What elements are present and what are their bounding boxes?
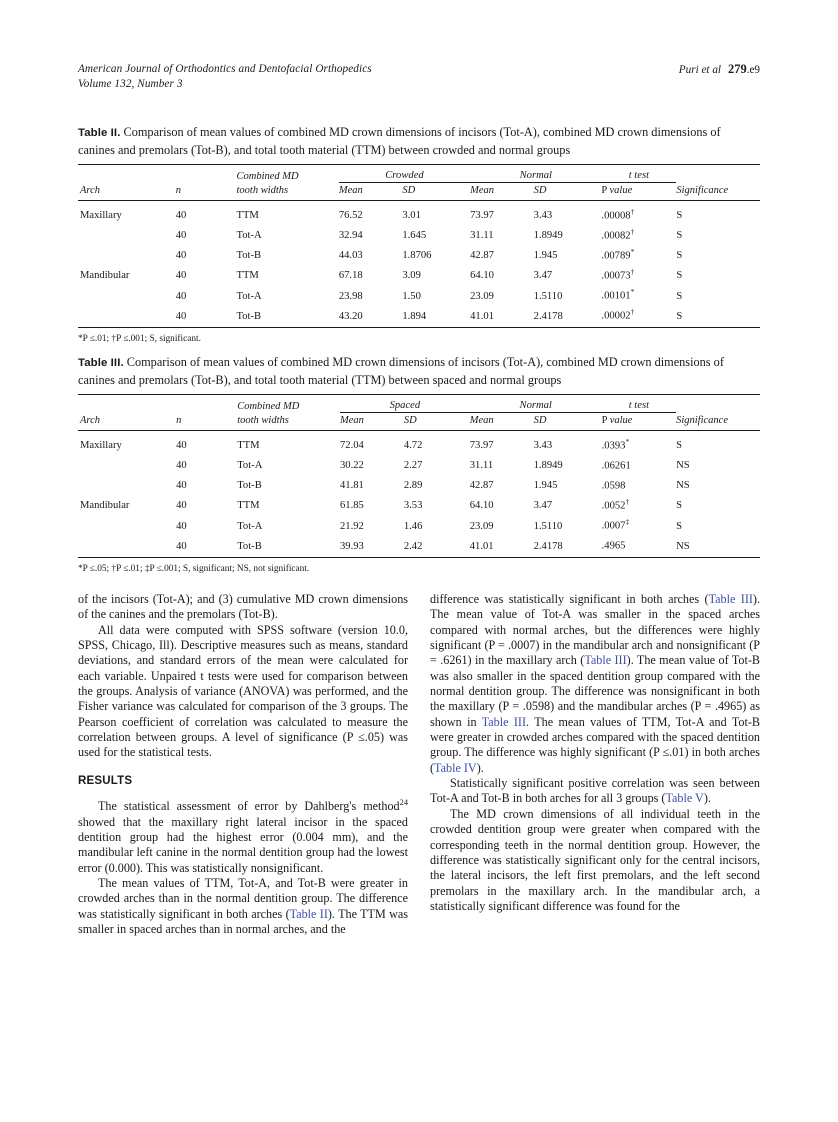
spacer-arch bbox=[78, 165, 176, 183]
authors-citation: Puri et al bbox=[678, 64, 722, 76]
cell-mean2: 42.87 bbox=[469, 480, 494, 492]
rpara-text-c: ). The mean value of Tot-B was also smaller in the spaced dentition group compared with the normal dentition group. The difference was nonsignificant in both the maxillary (P = .0598) and the mandibular arches (P = .4965) as shown in bbox=[430, 653, 761, 729]
cell-p bbox=[601, 304, 676, 328]
page-number-value: 279 bbox=[728, 62, 747, 76]
rpara-text-b: ). The mean value of Tot-A was smaller in the spaced arches compared with normal arches, but the differences were highly significant (P = .0007) in the mandibular arch and nonsignificant (P = .6261) in the maxillary arch ( bbox=[430, 592, 760, 668]
cell-sd1: 1.645 bbox=[402, 230, 427, 242]
table-row bbox=[78, 201, 760, 224]
cell-p-value: .4965 bbox=[601, 540, 626, 552]
cell-width: TTM bbox=[236, 270, 259, 282]
table-2 bbox=[78, 164, 760, 328]
para3-text-a: The statistical assessment of error by Dahlberg's method bbox=[98, 799, 400, 814]
th-p-value bbox=[601, 183, 676, 201]
link-table-4[interactable]: Table IV bbox=[434, 760, 477, 775]
cell-mean2: 64.10 bbox=[470, 270, 494, 282]
cell-sd1: 2.42 bbox=[404, 534, 470, 558]
page-number-suffix: .e9 bbox=[746, 64, 760, 76]
cell-p bbox=[601, 264, 676, 284]
table-2-group-header-row bbox=[78, 165, 760, 183]
table-3 bbox=[78, 394, 760, 558]
table-row bbox=[78, 534, 760, 558]
cell-mean2: 73.97 bbox=[470, 431, 534, 454]
th-tooth-widths: tooth widths bbox=[237, 413, 340, 431]
table-row bbox=[78, 244, 760, 264]
cell-p-value: .00073 bbox=[601, 270, 631, 282]
cell-mean1: 32.94 bbox=[338, 230, 363, 242]
page-number bbox=[728, 62, 760, 76]
table-row bbox=[78, 431, 760, 454]
spacer-significance bbox=[676, 395, 760, 413]
cell-sd1: 3.01 bbox=[402, 201, 470, 224]
rpara-text-a: difference was statistically significant in both arches ( bbox=[430, 592, 709, 606]
cell-p bbox=[602, 474, 676, 494]
cell-p-marker: * bbox=[630, 246, 635, 256]
spacer-n bbox=[176, 395, 237, 413]
running-head-journal bbox=[78, 62, 372, 92]
cell-width: Tot-B bbox=[237, 480, 262, 492]
cell-arch bbox=[78, 224, 176, 244]
journal-title: American Journal of Orthodontics and Dentofacial Orthopedics bbox=[78, 63, 372, 75]
cell-n: 40 bbox=[176, 431, 237, 454]
cell-p-marker: † bbox=[625, 496, 630, 506]
spacer-arch bbox=[78, 395, 176, 413]
table-2-group-crowded: Crowded bbox=[339, 165, 470, 183]
th-mean-normal: Mean bbox=[470, 183, 534, 201]
cell-sd2: 1.945 bbox=[533, 250, 558, 262]
table-row bbox=[78, 284, 760, 304]
cell-sd2: 3.43 bbox=[534, 201, 602, 224]
cell-p-value: .00101 bbox=[601, 290, 631, 302]
cell-sd1: 3.09 bbox=[402, 270, 421, 282]
cell-mean2: 23.09 bbox=[470, 290, 494, 302]
table-3-group-ttest: t test bbox=[602, 395, 676, 413]
cell-sd2: 3.43 bbox=[534, 431, 602, 454]
cell-mean1: 30.22 bbox=[340, 460, 364, 472]
cell-arch: Maxillary bbox=[78, 431, 176, 454]
cell-sd1: 1.894 bbox=[402, 304, 470, 328]
cell-p bbox=[602, 454, 676, 474]
cell-p-value: .0052 bbox=[601, 500, 626, 512]
cell-sd1: 3.53 bbox=[403, 500, 423, 512]
link-table-3-second[interactable]: Table III bbox=[584, 653, 627, 668]
cell-sd1: 2.89 bbox=[403, 480, 423, 492]
running-head bbox=[78, 62, 760, 96]
cell-p-value: .00002 bbox=[601, 310, 631, 322]
cell-mean2: 73.97 bbox=[470, 201, 534, 224]
th-n: n bbox=[176, 183, 237, 201]
paragraph-crowded-means bbox=[78, 876, 408, 937]
cell-sd2: 2.4178 bbox=[534, 304, 602, 328]
combined-md-label-1: Combined MD bbox=[237, 400, 300, 412]
cell-n: 40 bbox=[176, 520, 187, 532]
cell-p-value: .0598 bbox=[601, 480, 626, 492]
combined-md-label-1: Combined MD bbox=[236, 170, 299, 182]
cell-mean1: 61.85 bbox=[340, 500, 364, 512]
cell-mean1: 76.52 bbox=[339, 201, 403, 224]
body-column-left bbox=[78, 592, 408, 937]
link-table-3-third[interactable]: Table III bbox=[481, 714, 527, 729]
cell-p-value: .00008 bbox=[601, 210, 631, 222]
cell-significance: S bbox=[676, 270, 683, 282]
cell-n: 40 bbox=[176, 460, 187, 472]
th-sd-crowded: SD bbox=[402, 183, 470, 201]
cell-mean1: 41.81 bbox=[340, 480, 364, 492]
cell-p bbox=[601, 224, 676, 244]
table-2-label: Table II. bbox=[78, 127, 121, 139]
para4-text-b: ). The TTM was smaller in spaced arches than in normal arches, and the bbox=[78, 906, 408, 936]
cell-mean2: 41.01 bbox=[470, 534, 534, 558]
th-p-letter: P bbox=[601, 185, 607, 196]
cell-sd1: 4.72 bbox=[404, 431, 470, 454]
cell-arch: Mandibular bbox=[80, 270, 130, 282]
table-3-group-header-row bbox=[78, 395, 760, 413]
th-mean-spaced: Mean bbox=[340, 413, 404, 431]
link-table-3-first[interactable]: Table III bbox=[708, 592, 753, 606]
th-sd-normal: SD bbox=[534, 183, 602, 201]
cell-arch: Mandibular bbox=[80, 500, 130, 512]
volume-issue: Volume 132, Number 3 bbox=[78, 78, 183, 90]
cell-mean2: 23.09 bbox=[469, 520, 494, 532]
cell-n: 40 bbox=[175, 230, 187, 242]
body-column-right bbox=[430, 592, 760, 914]
cell-sd2: 1.8949 bbox=[533, 230, 563, 242]
cell-p-marker: * bbox=[630, 287, 635, 296]
th-n: n bbox=[176, 413, 237, 431]
cell-significance: S bbox=[676, 431, 760, 454]
cell-p-marker: * bbox=[625, 436, 630, 446]
cell-significance: S bbox=[676, 500, 682, 512]
table-row bbox=[78, 454, 760, 474]
link-table-2[interactable]: Table II bbox=[289, 906, 328, 921]
table-3-body bbox=[78, 431, 760, 558]
cell-n: 40 bbox=[176, 304, 237, 328]
table-row bbox=[78, 264, 760, 284]
th-mean-crowded: Mean bbox=[339, 183, 403, 201]
cell-significance: NS bbox=[676, 460, 690, 472]
cell-arch bbox=[78, 454, 176, 474]
paragraph-spaced-comparison bbox=[430, 592, 760, 776]
combined-md-line1 bbox=[236, 165, 338, 183]
cell-p-marker: † bbox=[630, 226, 635, 236]
cell-n: 40 bbox=[176, 534, 237, 558]
table-2-caption bbox=[78, 124, 760, 158]
table-2-block bbox=[78, 124, 760, 346]
cell-width: TTM bbox=[236, 201, 338, 224]
cell-mean1: 72.04 bbox=[340, 431, 404, 454]
table-3-column-header-row bbox=[78, 413, 760, 431]
table-row bbox=[78, 224, 760, 244]
cell-width: Tot-B bbox=[236, 250, 262, 262]
cell-mean1: 43.20 bbox=[339, 304, 403, 328]
cell-arch bbox=[78, 534, 176, 558]
cell-sd2: 3.47 bbox=[533, 500, 553, 512]
cell-width: Tot-A bbox=[237, 520, 263, 532]
cell-p-marker: ‡ bbox=[625, 517, 630, 526]
cell-p-value: .0393 bbox=[601, 440, 626, 452]
table-2-column-header-row bbox=[78, 183, 760, 201]
cell-p bbox=[602, 494, 676, 514]
cell-arch bbox=[78, 284, 176, 304]
cell-p bbox=[602, 534, 676, 558]
th-sd-spaced: SD bbox=[404, 413, 470, 431]
cell-mean1: 23.98 bbox=[338, 290, 363, 302]
table-2-footnote: *P ≤.01; †P ≤.001; S, significant. bbox=[78, 334, 201, 345]
th-tooth-widths: tooth widths bbox=[236, 183, 338, 201]
cell-p-value: .0007 bbox=[601, 520, 626, 532]
cell-arch bbox=[78, 244, 176, 264]
cell-significance: S bbox=[676, 290, 683, 302]
cell-n: 40 bbox=[175, 290, 187, 302]
paragraph-correlation bbox=[430, 776, 760, 807]
cell-mean1: 44.03 bbox=[338, 250, 363, 262]
cell-p bbox=[602, 514, 676, 534]
rpara2-text-b: ). bbox=[703, 791, 711, 806]
cell-p bbox=[601, 244, 676, 264]
th-arch: Arch bbox=[78, 413, 176, 431]
cell-significance: NS bbox=[676, 480, 690, 492]
cell-mean2: 64.10 bbox=[469, 500, 494, 512]
cell-p bbox=[602, 431, 676, 454]
th-significance: Significance bbox=[676, 413, 760, 431]
th-value-word: value bbox=[609, 415, 633, 426]
cell-p-value: .06261 bbox=[601, 460, 631, 472]
table-3-footnote: *P ≤.05; †P ≤.01; ‡P ≤.001; S, significant; NS, not significant. bbox=[78, 564, 310, 575]
cell-mean2: 42.87 bbox=[470, 250, 494, 262]
table-3-block bbox=[78, 354, 760, 576]
table-3-group-normal: Normal bbox=[470, 395, 602, 413]
table-row bbox=[78, 514, 760, 534]
table-3-label: Table III. bbox=[78, 357, 124, 369]
cell-n: 40 bbox=[176, 500, 187, 512]
cell-arch: Maxillary bbox=[78, 201, 176, 224]
cell-width: Tot-B bbox=[237, 534, 340, 558]
link-table-5[interactable]: Table V bbox=[665, 791, 704, 806]
cell-sd1: 1.8706 bbox=[402, 250, 432, 262]
cell-width: Tot-B bbox=[236, 304, 338, 328]
cell-significance: S bbox=[676, 230, 683, 242]
reference-marker: 24 bbox=[399, 798, 408, 808]
cell-n: 40 bbox=[175, 250, 187, 262]
cell-p bbox=[601, 201, 676, 224]
cell-p-marker: † bbox=[630, 307, 635, 317]
paragraph-statistics: All data were computed with SPSS software (version 10.0, SPSS, Chicago, Ill). Descriptive measures such as means, standard deviations, and standard errors of the mean were calculated for each variable. Unpaired t tests were used for comparison between the groups. Analysis of variance (ANOVA) was performed, and the Fisher variance was calculated for comparison of the 3 groups. The Pearson coefficient of correlation was calculated to measure the correlation between groups. A level of significance (P ≤.05) was used for the statistical tests. bbox=[78, 622, 408, 760]
paragraph-md-crown-dimensions: The MD crown dimensions of all individual teeth in the crowded dentition group were greater when compared with the corresponding teeth in the normal dentition group. However, the difference was statistically significant only for the central incisors, the lateral incisors, the left first premolars, and the left second premolars in the maxillary arch. In the mandibular arch, a statistically significant difference was found for the bbox=[430, 806, 760, 913]
cell-p-marker: † bbox=[630, 266, 635, 276]
cell-mean1: 21.92 bbox=[340, 520, 364, 532]
cell-mean2: 31.11 bbox=[470, 230, 494, 242]
rpara-text-e: ). bbox=[476, 760, 484, 775]
cell-n: 40 bbox=[175, 270, 187, 282]
cell-p bbox=[601, 284, 676, 304]
cell-sd2: 1.5110 bbox=[533, 520, 563, 532]
cell-arch bbox=[78, 514, 176, 534]
cell-sd2: 2.4178 bbox=[534, 534, 602, 558]
cell-mean1: 39.93 bbox=[340, 534, 404, 558]
cell-width: TTM bbox=[237, 431, 340, 454]
rpara-text-d: . The mean values of TTM, Tot-A and Tot-B were greater in crowded arches compared with the spaced dentition group. The difference was highly significant (P ≤.01) in both arches ( bbox=[430, 714, 761, 775]
table-2-caption-text: Comparison of mean values of combined MD crown dimensions of incisors (Tot-A), combined MD crown dimensions of canines and premolars (Tot-B), and total tooth material (TTM) between crowded and normal groups bbox=[78, 125, 721, 157]
table-row bbox=[78, 494, 760, 514]
cell-mean2: 31.11 bbox=[469, 460, 494, 472]
cell-sd2: 3.47 bbox=[533, 270, 553, 282]
table-2-group-normal: Normal bbox=[470, 165, 601, 183]
spacer-n bbox=[176, 165, 237, 183]
cell-n: 40 bbox=[176, 480, 187, 492]
cell-n: 40 bbox=[176, 201, 237, 224]
th-significance: Significance bbox=[676, 183, 760, 201]
cell-sd1: 1.50 bbox=[402, 290, 421, 302]
th-value-word: value bbox=[609, 185, 633, 196]
th-p-value bbox=[602, 413, 676, 431]
cell-significance: S bbox=[676, 520, 682, 532]
cell-sd1: 1.46 bbox=[403, 520, 423, 532]
paragraph-dahlberg-error bbox=[78, 795, 408, 876]
th-sd-normal: SD bbox=[534, 413, 602, 431]
cell-arch bbox=[78, 474, 176, 494]
cell-significance: S bbox=[676, 250, 683, 262]
cell-sd2: 1.5110 bbox=[533, 290, 563, 302]
table-3-group-spaced: Spaced bbox=[340, 395, 470, 413]
cell-width: Tot-A bbox=[236, 230, 262, 242]
running-head-authors-page bbox=[679, 62, 760, 78]
combined-md-line1 bbox=[237, 395, 340, 413]
cell-width: Tot-A bbox=[237, 460, 263, 472]
paragraph-continued: of the incisors (Tot-A); and (3) cumulative MD crown dimensions of the canines and the premolars (Tot-B). bbox=[78, 592, 408, 622]
cell-mean2: 41.01 bbox=[470, 304, 534, 328]
para4-text-a: The mean values of TTM, Tot-A, and Tot-B were greater in crowded arches than in the normal dentition group. The difference was statistically significant in both arches ( bbox=[78, 875, 408, 921]
cell-significance: S bbox=[676, 304, 760, 328]
cell-arch bbox=[78, 304, 176, 328]
rpara2-text-a: Statistically significant positive correlation was seen between Tot-A and Tot-B in both arches for all 3 groups ( bbox=[430, 776, 760, 806]
th-arch: Arch bbox=[78, 183, 176, 201]
cell-sd2: 1.8949 bbox=[533, 460, 563, 472]
th-mean-normal: Mean bbox=[470, 413, 534, 431]
cell-significance: S bbox=[676, 201, 760, 224]
table-2-group-ttest: t test bbox=[601, 165, 676, 183]
th-p-letter: P bbox=[601, 415, 608, 426]
cell-p-marker: † bbox=[630, 206, 635, 216]
table-2-body bbox=[78, 201, 760, 328]
cell-mean1: 67.18 bbox=[338, 270, 363, 282]
table-3-caption bbox=[78, 354, 760, 388]
cell-significance: NS bbox=[676, 534, 760, 558]
table-3-caption-text: Comparison of mean values of combined MD crown dimensions of incisors (Tot-A), combined MD crown dimensions of canines and premolars (Tot-B), and total tooth material (TTM) between spaced and normal groups bbox=[78, 355, 724, 387]
cell-p-value: .00789 bbox=[601, 250, 631, 262]
spacer-significance bbox=[676, 165, 760, 183]
table-row bbox=[78, 304, 760, 328]
table-row bbox=[78, 474, 760, 494]
para3-text-b: showed that the maxillary right lateral incisor in the spaced dentition group had the highest error (0.004 mm), and the mandibular left canine in the normal dentition group had the lowest error (0.000). This was statistically nonsignificant. bbox=[78, 814, 408, 875]
section-heading-results: RESULTS bbox=[78, 774, 133, 787]
cell-sd2: 1.945 bbox=[533, 480, 558, 492]
cell-width: Tot-A bbox=[236, 290, 262, 302]
cell-width: TTM bbox=[237, 500, 260, 512]
cell-sd1: 2.27 bbox=[403, 460, 423, 472]
cell-p-value: .00082 bbox=[601, 230, 631, 242]
